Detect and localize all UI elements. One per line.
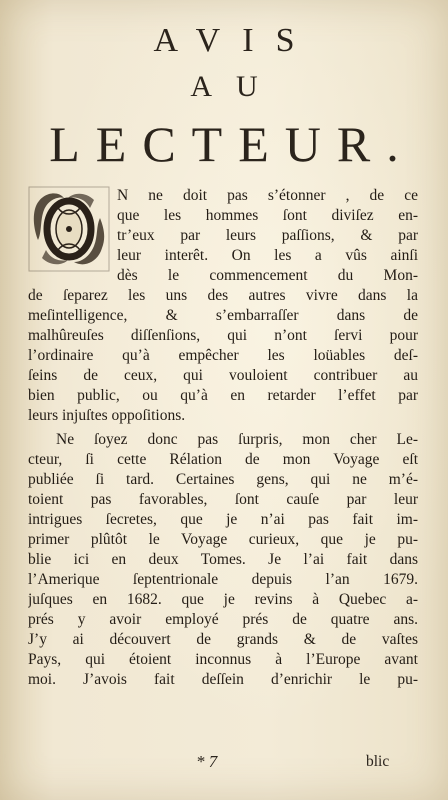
title-avis: AVIS	[153, 22, 317, 59]
body-line: cteur, ſi cette Rélation de mon Voyage eſt	[28, 451, 418, 468]
body-line: malhûreuſes diſſenſions, qui n’ont ſervi pour	[28, 327, 418, 344]
body-line: N ne doit pas s’étonner , de ce	[117, 187, 418, 204]
body-line: dès le commencement du Mon-	[117, 267, 418, 284]
body-line: ſeins de ceux, qui vouloient contribuer au	[28, 367, 418, 384]
body-line: de ſeparez les uns des autres vivre dans la	[28, 287, 418, 304]
catchword: blic	[366, 753, 390, 770]
body-line: tr’eux par leurs paſſions, & par	[117, 227, 418, 244]
signature-mark: * 7	[196, 752, 218, 771]
body-line: l’ordinaire qu’à empêcher les loüables deſ-	[28, 347, 418, 364]
body-line: que les hommes ſont diviſez en-	[117, 207, 418, 224]
body-line: juſques en 1682. que je revins à Quebec a-	[28, 591, 418, 608]
body-line: meſintelligence, & s’embarraſſer dans de	[28, 307, 418, 324]
body-line: l’Amerique ſeptentrionale depuis l’an 1679.	[28, 571, 418, 588]
body-line: toient pas favorables, ſont cauſe par leur	[28, 491, 418, 508]
title-au: AU	[190, 70, 282, 103]
body-line: blie ici en deux Tomes. Je l’ai fait dans	[28, 551, 418, 568]
body-line: intrigues ſecretes, que je n’ai pas fait im-	[28, 511, 418, 528]
body-line: moi. J’avois fait deſſein d’enrichir le pu-	[28, 671, 418, 688]
body-line: leur interêt. On les a vûs ainſi	[117, 247, 418, 264]
ornamental-initial-o	[28, 186, 110, 272]
body-line: bien public, ou qu’à en retarder l’effet par	[28, 387, 418, 404]
body-line: Ne ſoyez donc pas ſurpris, mon cher Le-	[56, 431, 418, 448]
body-line: primer plûtôt le Voyage curieux, que je pu-	[28, 531, 418, 548]
body-line: publiée ſi tard. Certaines gens, qui ne m’é-	[28, 471, 418, 488]
body-line: prés y avoir employé prés de quatre ans.	[28, 611, 418, 628]
body-line: leurs injuſtes oppoſitions.	[28, 407, 186, 424]
title-lecteur: LECTEUR.	[49, 116, 415, 172]
body-line: Pays, qui étoient inconnus à l’Europe avant	[28, 651, 418, 668]
body-line: J’y ai découvert de grands & de vaſtes	[28, 631, 418, 648]
